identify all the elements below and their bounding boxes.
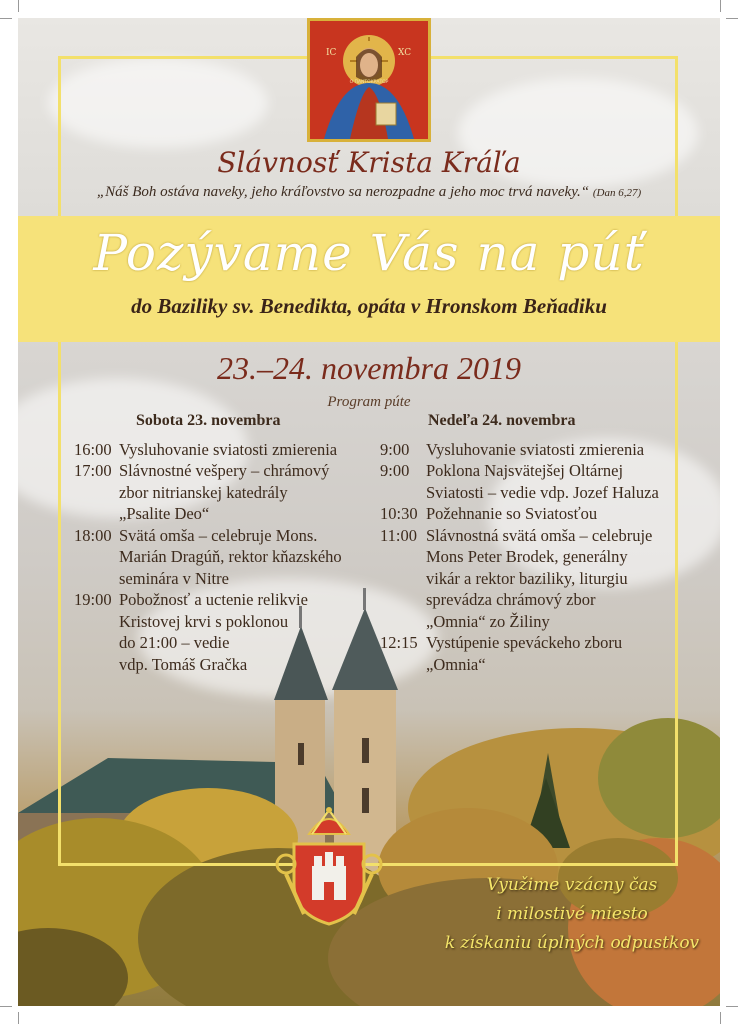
slogan-line: Využime vzácny čas (486, 875, 658, 895)
event-text: Kristovej krvi s poklonou (119, 611, 289, 631)
event-text: Poklona Najsvätejšej Oltárnej (426, 461, 624, 480)
event-text: Slávnostná svätá omša – celebruje (426, 525, 653, 545)
sunday-schedule (380, 410, 680, 675)
event-time: 9:00 (380, 461, 410, 480)
event-text: Vysluhovanie sviatosti zmierenia (119, 439, 338, 459)
event-time: 9:00 (380, 439, 410, 459)
event-time: 18:00 (74, 525, 112, 545)
event-text: Požehnanie so Sviatosťou (426, 504, 598, 523)
event-text: Vysluhovanie sviatosti zmierenia (426, 439, 645, 459)
event-text: do 21:00 – vedie (119, 633, 230, 652)
event-text: Mons Peter Brodek, generálny (426, 547, 628, 566)
schedule-item (74, 460, 374, 525)
svg-text:Ο ΠΑΝΤΟΚΡΑΤΩΡ: Ο ΠΑΝΤΟΚΡΑΤΩΡ (349, 80, 389, 85)
schedule-item (74, 589, 374, 675)
schedule-item (380, 525, 680, 633)
event-text: Svätá omša – celebruje Mons. (119, 525, 318, 545)
event-text: zbor nitrianskej katedrály (119, 482, 288, 502)
event-text: „Omnia“ (426, 654, 486, 674)
quote-reference: (Dan 6,27) (592, 187, 642, 199)
event-time: 10:30 (380, 504, 418, 523)
event-text: Pobožnosť a uctenie relikvie (119, 590, 308, 609)
christ-pantocrator-icon (307, 18, 431, 142)
indulgence-slogan (442, 871, 702, 958)
event-text: vdp. Tomáš Gračka (119, 654, 248, 674)
schedule-item (74, 439, 374, 461)
invitation-subtitle: do Baziliky sv. Benedikta, opáta v Hronskom Beňadiku (131, 294, 607, 318)
schedule-item (380, 503, 680, 525)
event-text: Vystúpenie speváckeho zboru (426, 633, 623, 652)
event-date: 23.–24. novembra 2019 (217, 350, 521, 386)
poster (18, 18, 720, 1006)
svg-text:IC: IC (326, 48, 337, 58)
schedule-item (380, 632, 680, 675)
program-title: Program púte (327, 394, 411, 410)
event-time: 11:00 (380, 525, 417, 545)
event-text: seminára v Nitre (119, 568, 229, 588)
event-time: 19:00 (74, 590, 112, 609)
slogan-line: i milostivé miesto (496, 904, 648, 924)
event-time: 12:15 (380, 633, 418, 652)
event-time: 17:00 (74, 461, 112, 480)
event-time: 16:00 (74, 439, 112, 459)
event-text: Slávnostné vešpery – chrámový (119, 461, 330, 480)
svg-text:XC: XC (398, 48, 412, 58)
event-text: Sviatosti – vedie vdp. Jozef Haluza (426, 482, 659, 502)
schedule-item (74, 525, 374, 590)
schedule-item (380, 439, 680, 461)
slogan-line: k získaniu úplných odpustkov (444, 933, 700, 953)
event-text: „Psalite Deo“ (119, 504, 210, 523)
invitation-title: Pozývame Vás na púť (93, 224, 645, 282)
saturday-schedule (74, 410, 374, 675)
feast-title: Slávnosť Krista Kráľa (217, 146, 521, 179)
event-text: „Omnia“ zo Žiliny (426, 611, 550, 631)
event-text: vikár a rektor baziliky, liturgiu (426, 568, 628, 588)
basilica-coat-of-arms (274, 804, 384, 936)
quote-text: „Náš Boh ostáva naveky, jeho kráľovstvo sa nerozpadne a jeho moc trvá naveky.“ (96, 184, 590, 200)
schedule-item (380, 460, 680, 503)
event-text: Marián Dragúň, rektor kňazského (119, 547, 342, 566)
saturday-heading: Sobota 23. novembra (136, 412, 281, 429)
event-text: sprevádza chrámový zbor (426, 590, 596, 609)
sunday-heading: Nedeľa 24. novembra (428, 412, 576, 429)
scripture-quote (58, 184, 680, 201)
